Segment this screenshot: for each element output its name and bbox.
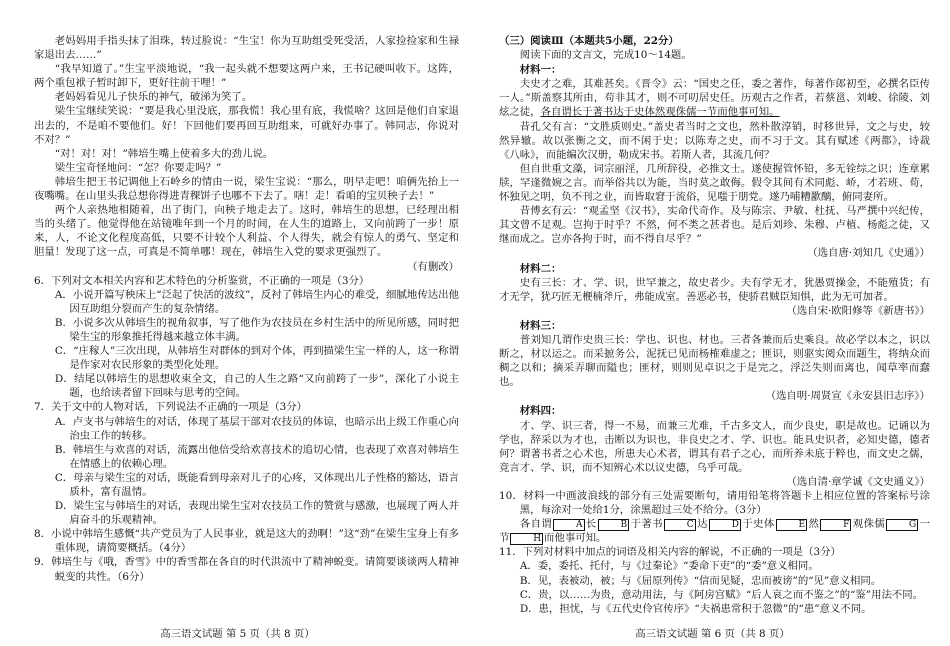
material-4-source: （选自清·章学诚《文史通义》）: [786, 475, 930, 488]
option-box-f: F: [820, 519, 851, 531]
material-1-text: 夫史才之难，其难甚矣。《晋令》云：“国史之任，委之著作，每著作郎初至，必撰名臣传一人。”斯盖察其所由，苟非其才，则不可叨居史任。历观古之作者，若蔡邕、刘峻、徐陵、刘炫之徒，: [499, 78, 930, 119]
story-paragraph: “对！对！对！”韩培生嘴上使着多大的劲儿说。: [54, 147, 274, 160]
story-paragraph: 老妈妈看见儿子快乐的神气，破涕为笑了。: [54, 91, 253, 104]
segment-text: 一节: [499, 518, 931, 545]
segment-text: 于著书: [630, 518, 663, 531]
question-10-answer-line: [499, 517, 930, 545]
material-2-source: （选自宋·欧阳修等《新唐书》）: [786, 304, 930, 317]
question-6-option-c: C．“庄稼人”三次出现，从韩培生对群体的到对个体，再到描梁生宝一样的人，这一称谓是作家对农民形象的类型化处理。: [54, 345, 459, 372]
section-intro: 阅读下面的文言文，完成10～14题。: [519, 49, 692, 62]
material-4-text: 才、学、识三者，得一不易，而兼三尤难，千古多文人，而少良史，职是故也。记诵以为学也，辞采以为才也，击断以为识也，非良史之才、学、识也。能具史识者，必知史德，德者何？谓著书者之心术也，所患夫心术者，谓其有君子之心，而所养未底于粹也，而文史之儒，竞言才、学、识，而不知辨心术以议史德，乌乎可哉。: [499, 419, 930, 474]
right-page: [475, 0, 950, 646]
wavy-line-passage: 各自谓长于著书达于史体然观侏儒一节而他事可知。: [540, 106, 780, 119]
question-7-option-b: B．韩培生与欢喜的对话，流露出他倍受给欢喜技术的追切心情，也表现了欢喜对韩培生在情感上的依赖心理。: [54, 443, 459, 470]
question-7-option-d: D．梁生宝与韩培生的对话，表现出梁生宝对农技员工作的赞赏与感激，也展现了两人并肩奋斗的乐观精神。: [54, 500, 459, 527]
question-11-option-a: A．委，委托、托付，与《过秦论》“委命下吏”的“委”意义相同。: [519, 560, 819, 573]
question-11-option-c: C．贵，以……为贵，意动用法，与《阿房宫赋》“后人哀之而不鉴之”的“鉴”用法不同。: [519, 588, 924, 601]
story-paragraph: “我早知道了。”生宝平淡地说，“我一起头就不想要这两户来，王书记硬叫收下。这阵，两个重包袱子暂时卸下，更好往前干哩！”: [34, 63, 459, 90]
material-2-text: 史有三长：才、学、识，世罕兼之，故史者少。夫有学无才，犹愚贾操金，不能殖货；有才无学，犹巧匠无楩楠斧斤，弗能成室。善恶必书，使骄君贼臣知惧，此为无可加者。: [499, 276, 930, 303]
question-6-option-d: D．结尾以韩培生的思想收束全文，自己的人生之路“又向前跨了一步”，深化了小说主题，也给读者留下回味与思考的空间。: [54, 373, 459, 400]
segment-text: 观侏儒: [852, 518, 886, 531]
option-box-a: A: [553, 519, 584, 531]
material-1-title: 材料一：: [519, 64, 562, 77]
material-1-paragraph: 昔傅玄有云：“观孟坚《汉书》，实命代奇作。及与陈宗、尹敏、杜抚、马严撰中兴纪传，其文曾不足观。岂拘于时乎？不然，何不类之甚者也。是后刘珍、朱穆、卢植、杨彪之徒，又继而成之。岂亦各拘于时，而不得自尽乎？”: [499, 205, 930, 246]
material-3-title: 材料三：: [519, 319, 562, 332]
segment-text: 而他事可知。: [544, 532, 607, 545]
material-2-title: 材料二：: [519, 262, 562, 275]
story-paragraph: 两个人亲热地相随着，出了街门，向秧子地走去了。这时，韩培生的思想，已经理出相当的头绪了。他觉得他在站镜唯年到一个月的时间，在人生的道路上，又向前跨了一步！原来，人，不论文化程度高低，只要不计较个人利益、个人得失，就会有惊人的勇气、坚定和胆量！发现了这一点，可真是不简单哪！现在，韩培生入党的要求更强烈了。: [34, 204, 459, 259]
option-box-e: E: [776, 519, 807, 531]
question-7-option-a: A．卢支书与韩培生的对话，体现了基层干部对农技员的体谅，也暗示出上级工作重心向治虫工作的转移。: [54, 415, 459, 442]
segment-text: 于史体: [741, 518, 775, 531]
question-11-option-d: D．患，担忧，与《五代史伶官传序》“夫祸患常积于忽微”的“患”意义不同。: [519, 602, 872, 615]
segment-text: 长: [585, 518, 597, 531]
option-box-h: H: [510, 533, 543, 545]
question-7-option-c: C．母亲与梁生宝的对话，既能看到母亲对儿子的心疼，又体现出儿子性格的豁达，语言质朴，富有温情。: [54, 471, 459, 498]
question-9: 9．韩培生与《哦，香雪》中的香雪都在各自的时代洪流中了精神蜕变。请简要谈谈两人精神蜕变的共性。（6分）: [34, 556, 459, 583]
material-1-paragraph: [499, 77, 930, 119]
material-4-title: 材料四：: [519, 405, 562, 418]
left-page-footer: 高三语文试题 第 5 页（共 8 页）: [160, 628, 315, 640]
option-box-b: B: [598, 519, 629, 531]
option-box-g: G: [886, 519, 918, 531]
material-1-paragraph: 昔孔父有言：“文胜质则史。”盖史者当时之文也，然朴散淳销，时移世异，文之与史，较然异辙。故以张衡之文，而不闲于史；以陈寿之史，而不习于文。其有赋述《两都》，诗裁《八咏》，而能编次汉册，勒成宋书。若斯人者，其流几何？: [499, 120, 930, 161]
question-8: 8．小说中韩培生感慨“共产党员为了人民事业，就是这大的劲啊！”这“劲”在梁生宝身上有多重体现，请简要概括。（4分）: [34, 528, 459, 555]
question-6-option-a: A．小说开篇写秧床上“泛起了快活的波纹”，反衬了韩培生内心的难受，细腻地传达出他因互助组分裂而产生的复杂情绪。: [54, 288, 459, 315]
material-3-source: （选自明·周贤宣《永安县旧志序》）: [765, 390, 930, 403]
option-box-c: C: [664, 519, 696, 531]
right-page-footer: 高三语文试题 第 6 页（共 8 页）: [635, 628, 790, 640]
material-3-text: 普刘知几谓作史贵三长：学也、识也、材也。三者各兼而后史乘良。故必学以本之，识以断之，材以运之。而采摭务公，泥抚已见而杨榷难虚之；匪识，则驱实阅众而题生，将纳众而稠之以和；摘采弄聊而隘也；匪材，则则见卓识之于是完之，浮泛失则而离也，闻草率而蠢也。: [499, 333, 930, 389]
material-1-source: （选自唐·刘知几《史通》）: [807, 247, 930, 260]
segment-text: 达: [696, 518, 708, 531]
story-paragraph: 梁生宝奇怪地问：“怎？你要走吗？”: [54, 161, 222, 174]
question-11-option-b: B．见，表被动，被；与《屈原列传》“信而见疑，忠而被谤”的“见”意义相同。: [519, 574, 882, 587]
story-paragraph: 老妈妈用手指头抹了泪珠，转过脸说：“生宝！你为互助组受死受活，人家捡捡家和生禄家退出去……”: [34, 35, 459, 62]
option-box-d: D: [709, 519, 741, 531]
question-10-stem: 10．材料一中画波浪线的部分有三处需要断句，请用铅笔将答题卡上相应位置的答案标号涂黑，每涂对一处给1分，涂黑超过三处不给分。（3分）: [499, 490, 930, 517]
material-1-paragraph: 但自世重文藻，词宗丽淫，几所辞役，必推文士。遂使握管怀铅，多无铨综之识；连章累牍，罕逢微婉之言。而举俗共以为能，当时莫之敢侮。假令其间有术同彪、峤，才若班、荀，怀独见之明，负不刊之业，而皆取窘于流俗，见嗤于朋党。遂乃哺糟歠醨，俯同妻所。: [499, 162, 930, 204]
question-6-option-b: B．小说多次从韩培生的视角叙事，写了他作为农技员在乡村生活中的所见所感，同时把梁生宝的形象推托得越来越立体丰满。: [54, 316, 459, 343]
segment-text: 各自谓: [519, 518, 553, 531]
question-6-stem: 6．下列对文本相关内容和艺术特色的分析鉴赏，不正确的一项是（3分）: [34, 274, 370, 287]
story-paragraph: 梁生宝继续笑说：“要是我心里没底，那我慌！我心里有底，我慌啥？这回是他们自家退出去的，不是咱不要他们。好！下回他们要再回互助组来，可就好办事了。韩同志，你说对不对？”: [34, 105, 459, 146]
question-7-stem: 7．关于文中的人物对话，下列说法不正确的一项是（3分）: [34, 401, 307, 414]
question-11-stem: 11．下列对材料中加点的词语及相关内容的解说，不正确的一项是（3分）: [499, 546, 841, 559]
section-heading: （三）阅读Ⅲ（本题共5小题，22分）: [499, 35, 679, 47]
segment-text: 然: [808, 518, 820, 531]
story-source: （有删改）: [407, 260, 459, 273]
story-paragraph: 韩培生把王书记调他上石岭乡的情由一说，梁生宝说：“那么，明早走吧！咱俩先抬上一夜嘴嘴。在山里头我总想你得进青稞饼子也哪不下去了。嗐！走！看咱的宝贝秧子去！”: [34, 175, 459, 203]
